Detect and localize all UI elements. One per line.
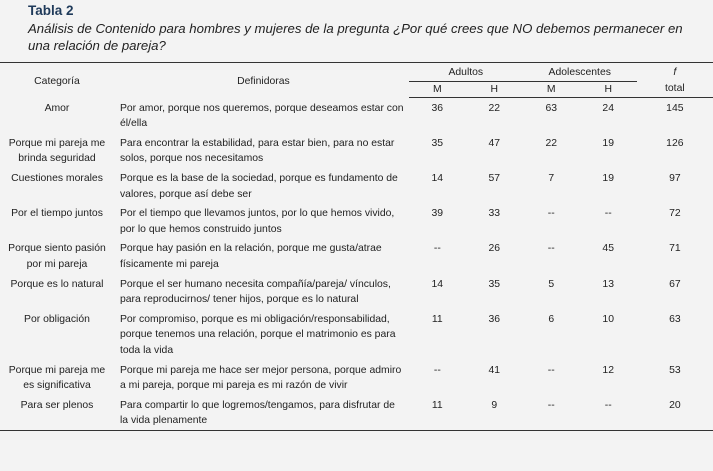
adultos-m-cell: 39 [431, 208, 444, 220]
adultos-m-cell: 14 [431, 173, 444, 185]
categoria-cell: Para ser plenos [0, 395, 118, 431]
total-cell: 53 [669, 364, 681, 376]
total-cell: 72 [669, 208, 681, 220]
definidoras-cell: Por amor, porque nos queremos, porque deseamos estar con él/ella [119, 102, 404, 130]
adolescentes-m-cell: -- [523, 395, 580, 431]
table-row [0, 168, 713, 203]
adolescentes-h-cell: 45 [602, 243, 614, 255]
total-cell: 67 [669, 278, 681, 290]
adolescentes-m-cell: -- [547, 243, 555, 255]
adultos-h-cell: 47 [488, 137, 501, 149]
definidoras-cell: Porque el ser humano necesita compañía/pareja/ vínculos, para reproducirnos/ tener hijos, porque es lo natural [119, 278, 391, 306]
header-f: f [637, 63, 713, 82]
adultos-m-cell: 11 [409, 395, 466, 431]
categoria-cell: Amor [44, 102, 70, 114]
adolescentes-m-cell: 7 [548, 173, 555, 185]
adultos-m-cell: 14 [431, 278, 444, 290]
definidoras-cell: Por el tiempo que llevamos juntos, por lo que hemos vivido, por lo que hemos construido juntos [119, 208, 395, 235]
categoria-cell: Porque mi pareja me es significativa [8, 364, 106, 392]
definidoras-cell: Porque mi pareja me hace ser mejor persona, porque admiro a mi pareja, porque mi pareja es mi razón de vivir [119, 364, 402, 392]
table-row [0, 98, 713, 133]
table-caption: Análisis de Contenido para hombres y mujeres de la pregunta ¿Por qué crees que NO debemos permanecer en una relación de pareja? [28, 21, 683, 53]
categoria-cell: Por el tiempo juntos [11, 208, 103, 220]
header-adolescentes-h: H [580, 81, 637, 98]
table-row [0, 274, 713, 309]
adolescentes-m-cell: -- [547, 208, 555, 220]
total-cell: 97 [669, 173, 681, 185]
adolescentes-m-cell: 22 [545, 137, 558, 149]
table-row [0, 133, 713, 168]
adolescentes-h-cell: 24 [602, 103, 614, 115]
header-definidoras: Definidoras [118, 63, 409, 98]
adolescentes-h-cell: 10 [602, 313, 614, 325]
header-adultos: Adultos [409, 63, 523, 82]
categoria-cell: Por obligación [24, 313, 90, 325]
adolescentes-m-cell: 6 [548, 313, 555, 325]
adolescentes-h-cell: -- [604, 208, 612, 220]
adolescentes-m-cell: 63 [545, 103, 558, 115]
header-adultos-m: M [409, 81, 466, 98]
categoria-cell: Porque es lo natural [10, 278, 104, 290]
table-number: Tabla 2 [28, 3, 74, 18]
adolescentes-m-cell: 5 [548, 278, 555, 290]
adultos-m-cell: -- [433, 243, 441, 255]
header-total: total [637, 81, 713, 98]
table-row [0, 203, 713, 238]
total-cell: 63 [669, 313, 681, 325]
adultos-m-cell: -- [433, 364, 441, 376]
total-cell: 20 [637, 395, 713, 431]
header-adolescentes: Adolescentes [523, 63, 637, 82]
total-cell: 145 [666, 103, 684, 115]
categoria-cell: Porque siento pasión por mi pareja [8, 243, 106, 271]
header-adultos-h: H [466, 81, 523, 98]
adultos-h-cell: 57 [488, 173, 501, 185]
adultos-h-cell: 36 [488, 313, 501, 325]
table-header [28, 2, 708, 54]
table-row [0, 309, 713, 360]
table-row [0, 395, 713, 431]
adultos-h-cell: 9 [466, 395, 523, 431]
definidoras-cell: Para encontrar la estabilidad, para estar bien, para no estar solos, porque nos necesitamos [119, 137, 395, 165]
adultos-h-cell: 33 [488, 208, 501, 220]
adultos-h-cell: 41 [488, 364, 501, 376]
categoria-cell: Porque mi pareja me brinda seguridad [8, 137, 106, 165]
adolescentes-h-cell: 19 [602, 137, 614, 149]
header-categoria: Categoría [0, 63, 118, 98]
header-adolescentes-m: M [523, 81, 580, 98]
adultos-h-cell: 35 [488, 278, 501, 290]
definidoras-cell: Porque es la base de la sociedad, porque es fundamento de valores, porque así debe ser [119, 173, 398, 200]
adolescentes-h-cell: 12 [602, 364, 614, 376]
adolescentes-h-cell: -- [580, 395, 637, 431]
content-analysis-table [0, 62, 713, 431]
total-cell: 126 [666, 137, 684, 149]
adolescentes-h-cell: 13 [602, 278, 614, 290]
total-cell: 71 [669, 243, 681, 255]
adultos-h-cell: 26 [488, 243, 501, 255]
adolescentes-m-cell: -- [547, 364, 555, 376]
adultos-m-cell: 11 [431, 313, 443, 325]
adultos-m-cell: 35 [431, 137, 444, 149]
adultos-m-cell: 36 [431, 103, 444, 115]
adolescentes-h-cell: 19 [602, 173, 614, 185]
adultos-h-cell: 22 [488, 103, 501, 115]
definidoras-cell: Por compromiso, porque es mi obligación/responsabilidad, porque tenemos una relación, porque el matrimonio es para toda la vida [119, 313, 396, 356]
definidoras-cell: Porque hay pasión en la relación, porque me gusta/atrae físicamente mi pareja [119, 243, 382, 271]
categoria-cell: Cuestiones morales [11, 173, 103, 185]
table-row [0, 360, 713, 395]
definidoras-cell: Para compartir lo que logremos/tengamos, para disfrutar de la vida plenamente [118, 395, 409, 431]
table-row [0, 238, 713, 273]
